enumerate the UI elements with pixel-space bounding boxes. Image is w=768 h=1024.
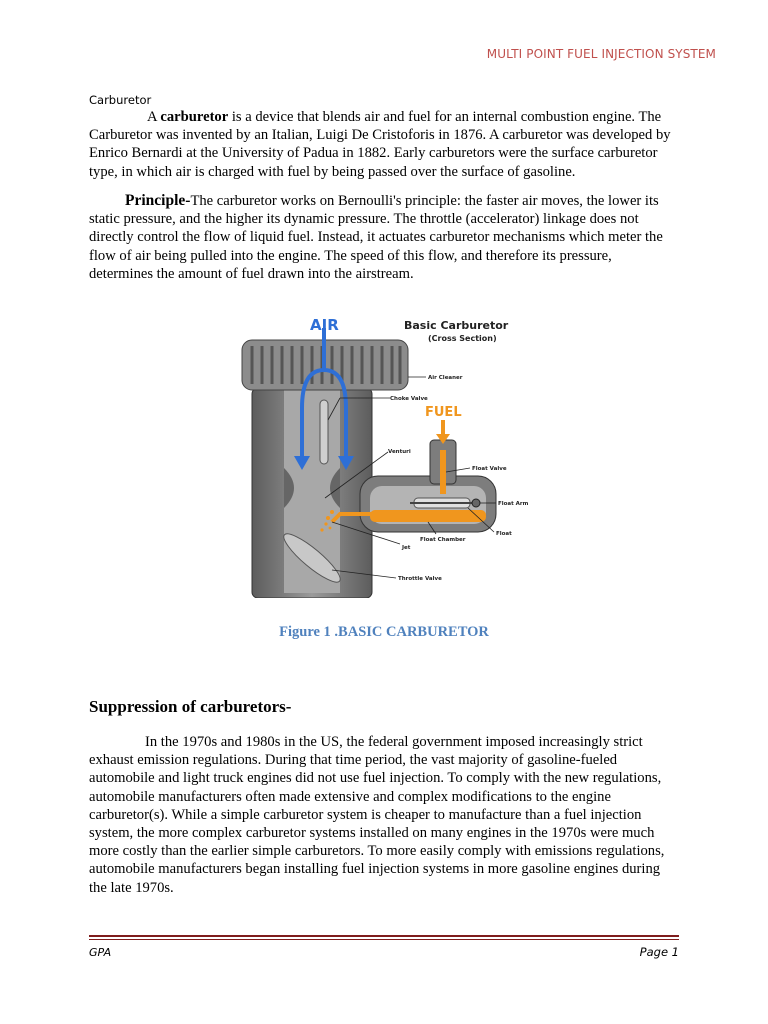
label-air-cleaner: Air Cleaner <box>428 375 463 381</box>
label-float: Float <box>496 531 512 537</box>
section-heading: Suppression of carburetors- <box>89 697 292 716</box>
section-label: Carburetor <box>89 93 152 107</box>
principle-paragraph <box>89 192 679 283</box>
suppression-text: In the 1970s and 1980s in the US, the federal government imposed increasingly strict exhaust emission regulations. During that time period, the vast majority of gasoline-fueled automobile and light truck engines did not use fuel injection. To comply with the new regulations, automobile manufacturers often made extensive and complex modifications to the engine carburetor(s). While a simple carburetor system is cheaper to manufacture than a fuel injection system, the more complex carburetor systems installed on many engines in the 1970s were much more costly than the earlier simple carburetors. To more easily comply with emissions regulations, automobile manufacturers began installing fuel injection systems in more gasoline engines during the late 1970s. <box>89 734 665 896</box>
carburetor-diagram <box>232 308 532 598</box>
label-float-arm: Float Arm <box>498 501 529 507</box>
label-choke-valve: Choke Valve <box>390 396 428 402</box>
page-number: Page 1 <box>639 945 679 959</box>
fuel-level <box>370 510 486 522</box>
diagram-title: Basic Carburetor <box>404 319 509 332</box>
principle-text: The carburetor works on Bernoulli's principle: the faster air moves, the lower its static pressure, and the higher its dynamic pressure. The throttle (accelerator) linkage does not directly control the flow of liquid fuel. Instead, it actuates carburetor mechanisms which meter the flow of air being pulled into the engine. The speed of this flow, and therefore its pressure, determines the amount of fuel drawn into the airstream. <box>89 193 663 282</box>
footer-rule-thick <box>89 935 679 937</box>
intro-bold-term: carburetor <box>160 109 229 125</box>
diagram-subtitle: (Cross Section) <box>428 334 497 343</box>
label-venturi: Venturi <box>388 449 411 455</box>
intro-paragraph <box>89 108 679 181</box>
running-header: MULTI POINT FUEL INJECTION SYSTEM <box>486 47 716 61</box>
figure-caption: Figure 1 .BASIC CARBURETOR <box>279 624 489 640</box>
intro-part2: is a device that blends air and fuel for an internal combustion engine. The Carburetor was invented by an Italian, Luigi De Cristoforis in 1876. A carburetor was developed by Enrico Bernardi at the University of Padua in 1882. Early carburetors were the surface carburetor type, in which air is charged with fuel by being passed over the surface of gasoline. <box>89 109 671 180</box>
suppression-paragraph <box>89 733 679 897</box>
float-arm-pivot <box>472 499 480 507</box>
air-label: AIR <box>310 316 339 334</box>
label-float-valve: Float Valve <box>472 466 507 472</box>
intro-part1: A <box>147 109 161 125</box>
label-jet: Jet <box>402 545 411 551</box>
principle-lead: Principle- <box>125 192 191 209</box>
fuel-label: FUEL <box>425 405 462 420</box>
label-throttle-valve: Throttle Valve <box>398 576 442 582</box>
footer-rule-thin <box>89 939 679 940</box>
choke-valve <box>320 400 328 464</box>
footer-author: GPA <box>89 946 112 959</box>
label-float-chamber: Float Chamber <box>420 537 466 543</box>
float-valve <box>440 450 446 494</box>
